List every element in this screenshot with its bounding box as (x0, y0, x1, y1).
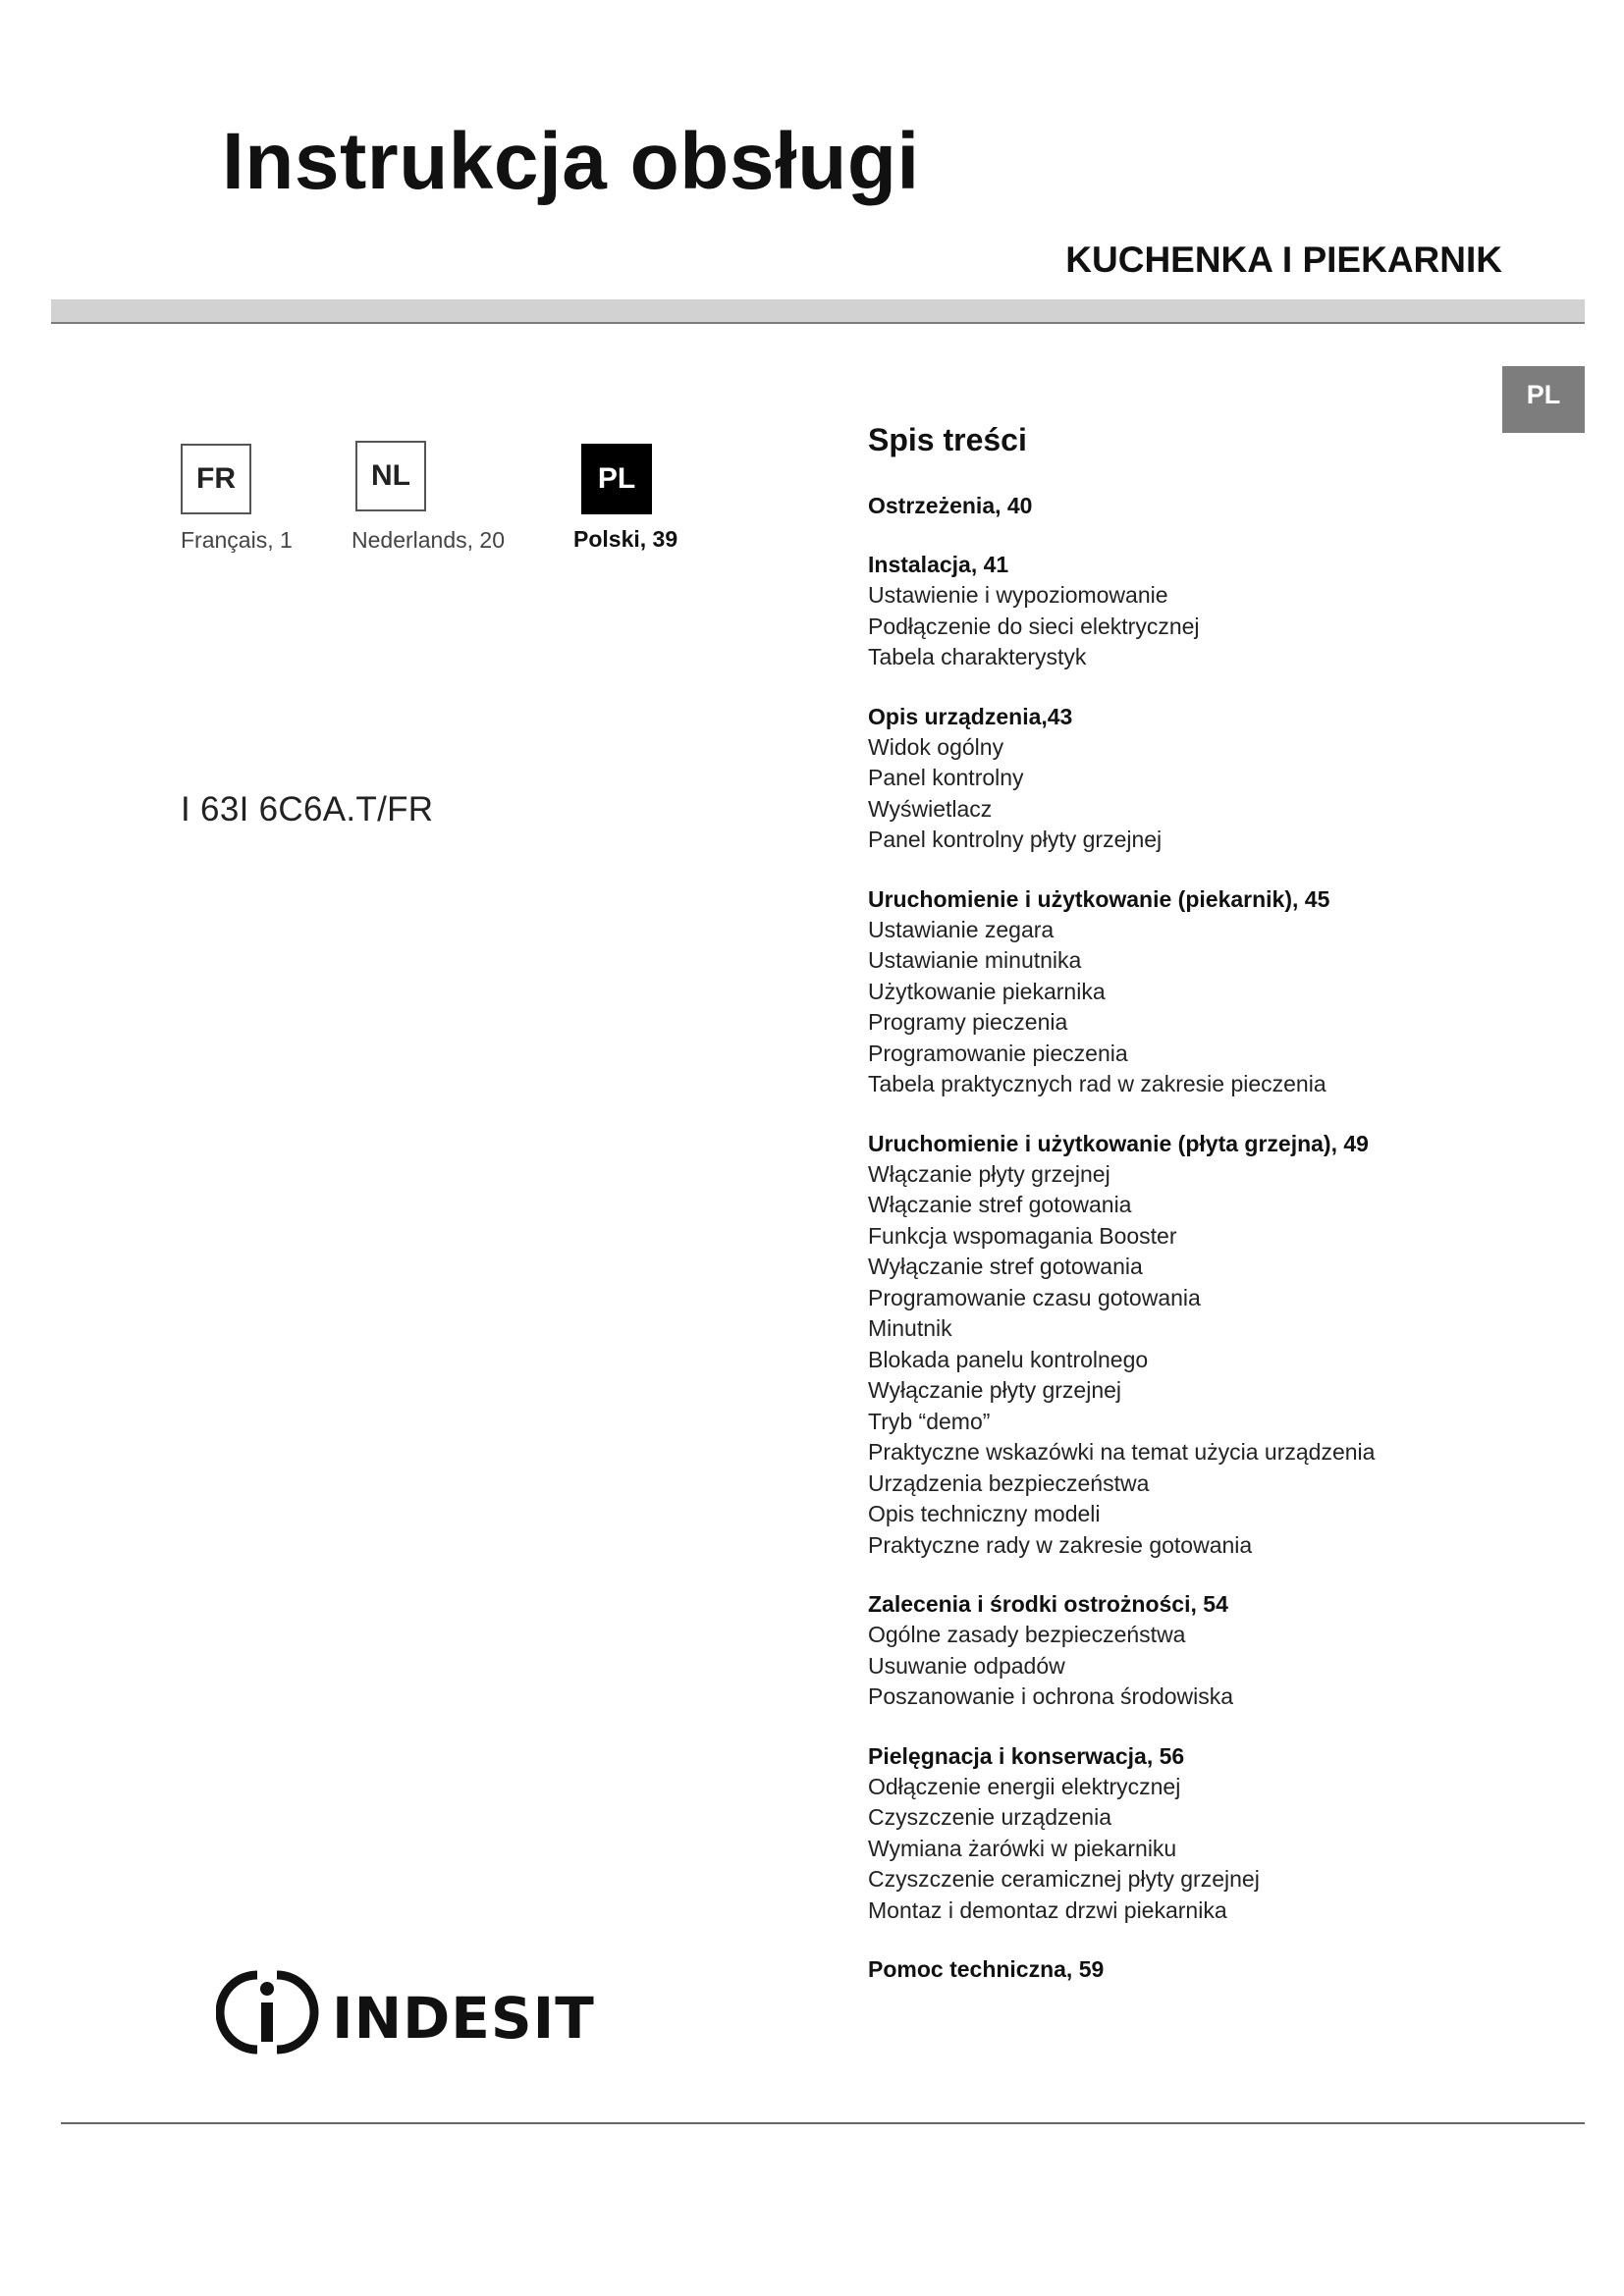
toc-item[interactable]: Odłączenie energii elektrycznej (868, 1773, 1181, 1799)
toc-section (868, 1741, 1575, 1927)
toc-item[interactable]: Wyłączanie płyty grzejnej (868, 1377, 1122, 1403)
toc-section-heading[interactable]: Uruchomienie i użytkowanie (piekarnik), 45 (868, 885, 1330, 912)
toc-section (868, 884, 1575, 1100)
toc-item[interactable]: Usuwanie odpadów (868, 1652, 1065, 1679)
toc-section-heading[interactable]: Pomoc techniczna, 59 (868, 1956, 1105, 1982)
toc-item[interactable]: Praktyczne rady w zakresie gotowania (868, 1531, 1253, 1558)
toc-item[interactable]: Widok ogólny (868, 733, 1004, 760)
toc-item[interactable]: Funkcja wspomagania Booster (868, 1222, 1177, 1249)
header-divider (51, 322, 1585, 324)
toc-item[interactable]: Ustawianie zegara (868, 916, 1055, 942)
footer-divider (61, 2122, 1585, 2124)
toc-item[interactable]: Wyłączanie stref gotowania (868, 1254, 1143, 1279)
toc-item[interactable]: Tabela charakterystyk (868, 644, 1087, 669)
toc-item[interactable]: Czyszczenie urządzenia (868, 1804, 1112, 1830)
language-box-nl[interactable]: NL (355, 441, 426, 511)
toc-title: Spis treści (868, 422, 1027, 457)
toc-item[interactable]: Urządzenia bezpieczeństwa (868, 1469, 1150, 1496)
model-number: I 63I 6C6A.T/FR (181, 790, 434, 828)
toc-item[interactable]: Montaz i demontaz drzwi piekarnika (868, 1896, 1227, 1923)
toc-item[interactable]: Blokada panelu kontrolnego (868, 1346, 1149, 1372)
toc-section-heading[interactable]: Zalecenia i środki ostrożności, 54 (868, 1591, 1228, 1617)
toc-section-heading[interactable]: Pielęgnacja i konserwacja, 56 (868, 1742, 1185, 1769)
toc-item[interactable]: Czyszczenie ceramicznej płyty grzejnej (868, 1866, 1260, 1892)
toc-item[interactable]: Ustawienie i wypoziomowanie (868, 582, 1168, 608)
header-bar (51, 299, 1585, 323)
toc-item[interactable]: Włączanie płyty grzejnej (868, 1160, 1110, 1187)
toc-item[interactable]: Użytkowanie piekarnika (868, 978, 1106, 1004)
toc-item[interactable]: Panel kontrolny (868, 765, 1024, 790)
toc-item[interactable]: Wyświetlacz (868, 795, 993, 822)
toc-item[interactable]: Programowanie pieczenia (868, 1040, 1128, 1066)
toc-item[interactable]: Wymiana żarówki w piekarniku (868, 1835, 1177, 1861)
toc-item[interactable]: Opis techniczny modeli (868, 1501, 1101, 1526)
toc-item[interactable]: Programowanie czasu gotowania (868, 1284, 1201, 1310)
language-box-pl[interactable]: PL (581, 444, 652, 514)
table-of-contents (868, 491, 1575, 2013)
language-caption-pl: Polski, 39 (573, 526, 678, 552)
toc-item[interactable]: Poszanowanie i ochrona środowiska (868, 1683, 1234, 1709)
toc-section-heading[interactable]: Ostrzeżenia, 40 (868, 493, 1033, 518)
logo-text: INDESIT (332, 1985, 595, 2052)
toc-item[interactable]: Włączanie stref gotowania (868, 1192, 1132, 1217)
indesit-logo-icon (216, 1953, 599, 2071)
language-caption-fr: Français, 1 (181, 527, 293, 553)
toc-section (868, 1954, 1575, 1985)
language-side-tab: PL (1502, 366, 1585, 433)
toc-item[interactable]: Programy pieczenia (868, 1009, 1068, 1035)
toc-item[interactable]: Ustawianie minutnika (868, 947, 1082, 973)
toc-section (868, 491, 1575, 521)
toc-item[interactable]: Minutnik (868, 1315, 952, 1341)
toc-section-heading[interactable]: Uruchomienie i użytkowanie (płyta grzejna), 49 (868, 1130, 1369, 1156)
toc-section (868, 1129, 1575, 1562)
toc-section (868, 1589, 1575, 1713)
toc-section (868, 550, 1575, 673)
toc-item[interactable]: Tryb “demo” (868, 1408, 991, 1434)
toc-item[interactable]: Podłączenie do sieci elektrycznej (868, 613, 1200, 639)
language-caption-nl: Nederlands, 20 (352, 527, 505, 553)
toc-section-heading[interactable]: Opis urządzenia,43 (868, 703, 1073, 729)
toc-item[interactable]: Panel kontrolny płyty grzejnej (868, 827, 1163, 852)
toc-item[interactable]: Praktyczne wskazówki na temat użycia urządzenia (868, 1439, 1376, 1465)
toc-item[interactable]: Tabela praktycznych rad w zakresie pieczenia (868, 1071, 1326, 1096)
toc-section (868, 702, 1575, 856)
toc-section-heading[interactable]: Instalacja, 41 (868, 552, 1009, 577)
language-box-fr[interactable]: FR (181, 444, 251, 514)
page-title: Instrukcja obsługi (222, 117, 920, 206)
toc-item[interactable]: Ogólne zasady bezpieczeństwa (868, 1622, 1186, 1647)
page-subtitle: KUCHENKA I PIEKARNIK (1065, 240, 1502, 280)
